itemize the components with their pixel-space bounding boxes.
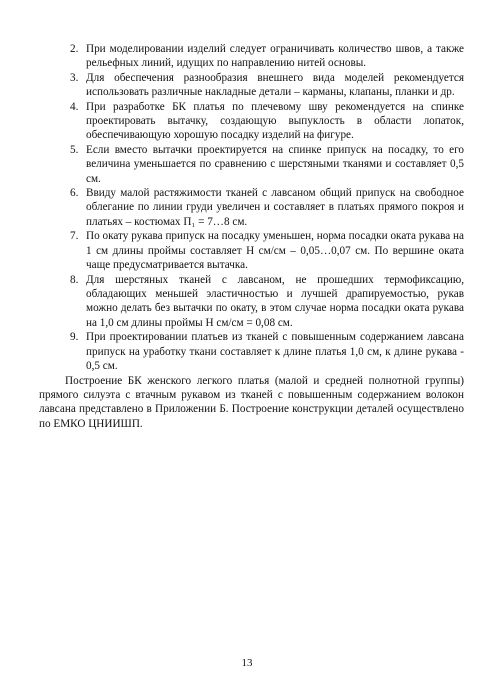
list-item-number: 5. [70, 143, 79, 156]
list-item-text: При моделировании изделий следует ограничивать количество швов, а также рельефных линий, идущих по направлению нитей основы. [86, 43, 464, 70]
list-item [60, 42, 464, 71]
list-item [60, 229, 464, 272]
list-item [60, 186, 464, 229]
list-item-text: Ввиду малой растяжимости тканей с лавсаном общий припуск на свободное облегание по линии груди увеличен и составляет в платьях прямого покроя и платьях – костюмах П₁ = 7…8 см. [86, 187, 464, 228]
list-item-number: 6. [70, 187, 79, 200]
list-item [60, 273, 464, 331]
list-item-number: 3. [70, 71, 79, 84]
list-item [60, 71, 464, 100]
list-item-number: 4. [70, 100, 79, 113]
list-item-text: По окату рукава припуск на посадку уменьшен, норма посадки оката рукава на 1 см длины проймы составляет Н см/см – 0,05…0,07 см. По вершине оката чаще предусматривается вытачка. [86, 230, 464, 272]
list-item-number: 2. [70, 43, 79, 55]
list-item [60, 330, 464, 373]
list-item [60, 100, 464, 143]
recommendations-list [60, 42, 464, 373]
page-number: 13 [241, 657, 253, 669]
list-item-text: Для шерстяных тканей с лавсаном, не прошедших термофиксацию, обладающих меньшей эластичностью и лучшей драпируемостью, рукав можно делать без вытачки по окату, в этом случае норма посадки оката рукава на 1,0 см длины проймы Н см/см = 0,08 см. [86, 273, 464, 329]
list-item-text: Для обеспечения разнообразия внешнего вида моделей рекомендуется использовать различные накладные детали – карманы, клапаны, планки и др. [86, 71, 464, 99]
list-item-number: 8. [70, 273, 79, 286]
list-item-text: Если вместо вытачки проектируется на спинке припуск на посадку, то его величина уменьшается по сравнению с шерстяными тканями и составляет 0,5 см. [86, 143, 464, 185]
list-item-number: 7. [70, 230, 79, 243]
list-item [60, 143, 464, 186]
list-item-text: При проектировании платьев из тканей с повышенным содержанием лавсана припуск на уработку ткани составляет к длине платья 1,0 см, к длине рукава - 0,5 см. [86, 331, 464, 372]
body-paragraph: Построение БК женского легкого платья (малой и средней полнотной группы) прямого силуэта с втачным рукавом из тканей с повышенным содержанием волокон лавсана представлено в Приложении Б. Построение конструкции деталей осуществлено по ЕМКО ЦНИИШП. [39, 375, 464, 430]
list-item-text: При разработке БК платья по плечевому шву рекомендуется на спинке проектировать вытачку, создающую выпуклость в области лопаток, обеспечивающую хорошую посадку изделий на фигуре. [86, 100, 464, 142]
list-item-number: 9. [70, 331, 79, 344]
